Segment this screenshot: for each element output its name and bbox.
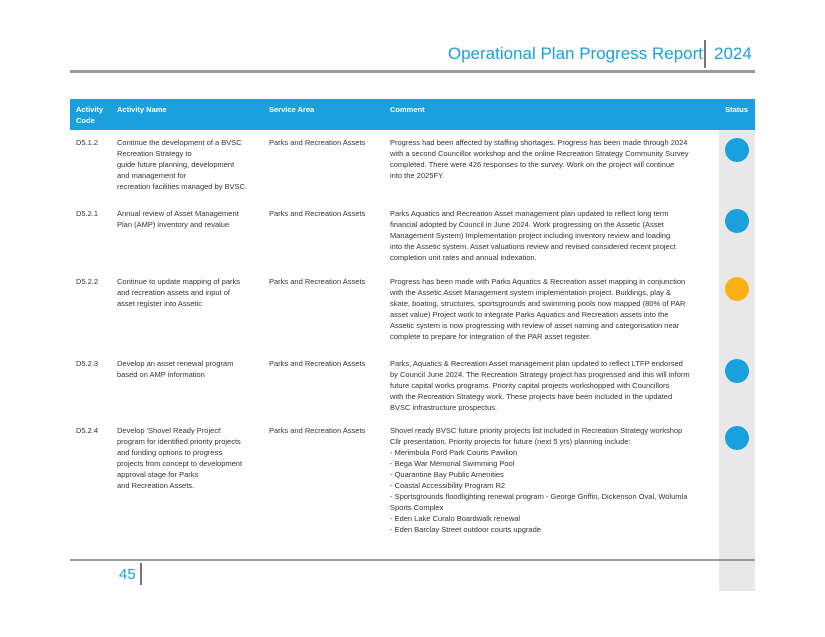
header-service-area: Service Area <box>269 105 315 114</box>
table-row <box>70 418 755 591</box>
comment-line: with the Recreation Strategy work. These projects have been included in the updated <box>390 392 673 401</box>
comment-line: Assetic system is now progressing with review of asset naming and categorisation near <box>390 321 680 330</box>
activity-name <box>117 137 263 192</box>
activity-name-line: recreation facilities managed by BVSC. <box>117 182 248 191</box>
header-separator <box>704 40 706 68</box>
comment-line: Progress has been made with Parks Aquatics & Recreation asset mapping in conjunction <box>390 277 686 286</box>
comment-line: - Bega War Memorial Swimming Pool <box>390 459 515 468</box>
activity-name-line: Annual review of Asset Management <box>117 209 239 218</box>
activity-name-line: approval stage for Parks <box>117 470 199 479</box>
header-rule <box>70 70 755 73</box>
activity-name-line: based on AMP information <box>117 370 205 379</box>
comment-line: - Coastal Accessibility Program R2 <box>390 481 506 490</box>
status-cell <box>719 201 755 269</box>
comment-line: skate, boating, structures, sportsgrounds and swimming pools now mapped (80% of PAR <box>390 299 686 308</box>
status-indicator <box>725 359 749 383</box>
activity-name-line: Plan (AMP) inventory and revalue <box>117 220 230 229</box>
header-activity-code: Activity Code <box>76 105 104 125</box>
comment-line: Shovel ready BVSC future priority projects list included in Recreation Strategy workshop <box>390 426 683 435</box>
header-activity-name: Activity Name <box>117 105 167 114</box>
footer-separator <box>140 563 142 585</box>
comment-line: by Council June 2024. The Recreation Strategy project has progressed and this will inform <box>390 370 690 379</box>
comment-line: future capital works programs. Priority capital projects workshopped with Councillors <box>390 381 670 390</box>
comment-line: - Eden Barclay Street outdoor courts upgrade <box>390 525 541 534</box>
activity-name <box>117 276 263 309</box>
comment <box>390 425 726 535</box>
activity-code: D5.2.1 <box>76 209 99 218</box>
comment-line: completed. There were 426 responses to the survey. Work on the project will continue <box>390 160 675 169</box>
comment-line: Cllr presentation. Priority projects for future (next 5 yrs) planning include: <box>390 437 631 446</box>
footer-rule <box>70 559 755 561</box>
comment-line: BVSC infrastructure prospectus. <box>390 403 498 412</box>
status-indicator <box>725 277 749 301</box>
activity-code: D5.2.3 <box>76 359 99 368</box>
activity-name-line: Continue the development of a BVSC <box>117 138 242 147</box>
comment-line: completion unit rates and annual indexation. <box>390 253 537 262</box>
activity-name-line: guide future planning, development <box>117 160 235 169</box>
comment-line: financial adopted by Council in June 2024. Work progressing on the Assetic (Asset <box>390 220 664 229</box>
comment-line: - Sportsgrounds floodlighting renewal program - George Griffin, Dickenson Oval, Wolumla <box>390 492 688 501</box>
activity-name-line: Develop 'Shovel Ready Project' <box>117 426 222 435</box>
report-year: 2024 <box>714 44 752 63</box>
comment <box>390 208 726 263</box>
header-status: Status <box>725 105 748 114</box>
comment-line: asset value) Project work to integrate Parks Aquatics and Recreation assets into the <box>390 310 669 319</box>
activity-name <box>117 425 263 491</box>
activity-name-line: and management for <box>117 171 187 180</box>
activity-name-line: projects from concept to development <box>117 459 243 468</box>
status-cell <box>719 269 755 351</box>
activity-name-line: Recreation Strategy to <box>117 149 192 158</box>
comment-line: into the Assetic system. Asset valuations review and revised considered recent project <box>390 242 676 251</box>
activity-name-line: asset register into Assetic <box>117 299 203 308</box>
status-cell <box>719 130 755 201</box>
activity-name <box>117 208 263 230</box>
page-number: 45 <box>119 566 136 583</box>
comment <box>390 276 726 342</box>
comment <box>390 137 726 181</box>
table-row <box>70 201 755 269</box>
table-body <box>70 130 755 591</box>
activity-code: D5.1.2 <box>76 138 99 147</box>
activity-name-line: Develop an asset renewal program <box>117 359 234 368</box>
header-comment: Comment <box>390 105 425 114</box>
comment-line: with the Assetic Asset Management system implementation project. Buildings, play & <box>390 288 671 297</box>
status-indicator <box>725 138 749 162</box>
comment-line: into the 2025FY. <box>390 171 445 180</box>
table-row <box>70 269 755 351</box>
comment-line: complete to prepare for integration of the PAR asset register. <box>390 332 592 341</box>
status-cell <box>719 418 755 591</box>
report-title: Operational Plan Progress Report <box>447 44 703 63</box>
service-area: Parks and Recreation Assets <box>269 426 366 435</box>
status-indicator <box>725 426 749 450</box>
comment-line: Parks, Aquatics & Recreation Asset management plan updated to reflect LTFP endorsed <box>390 359 683 368</box>
table-row <box>70 351 755 418</box>
activity-name-line: Continue to update mapping of parks <box>117 277 240 286</box>
table-header <box>70 99 755 130</box>
comment-line: - Merimbula Ford Park Courts Pavilion <box>390 448 518 457</box>
table-row <box>70 130 755 201</box>
comment-line: Progress had been affected by staffing shortages. Progress has been made through 2024 <box>390 138 688 147</box>
activity-name-line: and funding options to progress <box>117 448 223 457</box>
activity-code: D5.2.2 <box>76 277 99 286</box>
activity-name-line: program for identified priority projects <box>117 437 241 446</box>
service-area: Parks and Recreation Assets <box>269 138 366 147</box>
comment-line: Management System) Implementation project including inventory review and loading <box>390 231 671 240</box>
activity-name <box>117 358 263 380</box>
activity-name-line: and recreation assets and input of <box>117 288 230 297</box>
comment <box>390 358 726 413</box>
service-area: Parks and Recreation Assets <box>269 359 366 368</box>
service-area: Parks and Recreation Assets <box>269 277 366 286</box>
activity-table <box>70 99 755 591</box>
comment-line: Parks Aquatics and Recreation Asset management plan updated to reflect long term <box>390 209 669 218</box>
activity-name-line: and Recreation Assets. <box>117 481 195 490</box>
service-area: Parks and Recreation Assets <box>269 209 366 218</box>
activity-code: D5.2.4 <box>76 426 99 435</box>
status-cell <box>719 351 755 418</box>
comment-line: with a second Councillor workshop and the online Recreation Strategy Community Survey <box>390 149 689 158</box>
comment-line: - Eden Lake Curalo Boardwalk renewal <box>390 514 521 523</box>
status-indicator <box>725 209 749 233</box>
comment-line: Sports Complex <box>390 503 444 512</box>
comment-line: - Quarantine Bay Public Amenities <box>390 470 504 479</box>
